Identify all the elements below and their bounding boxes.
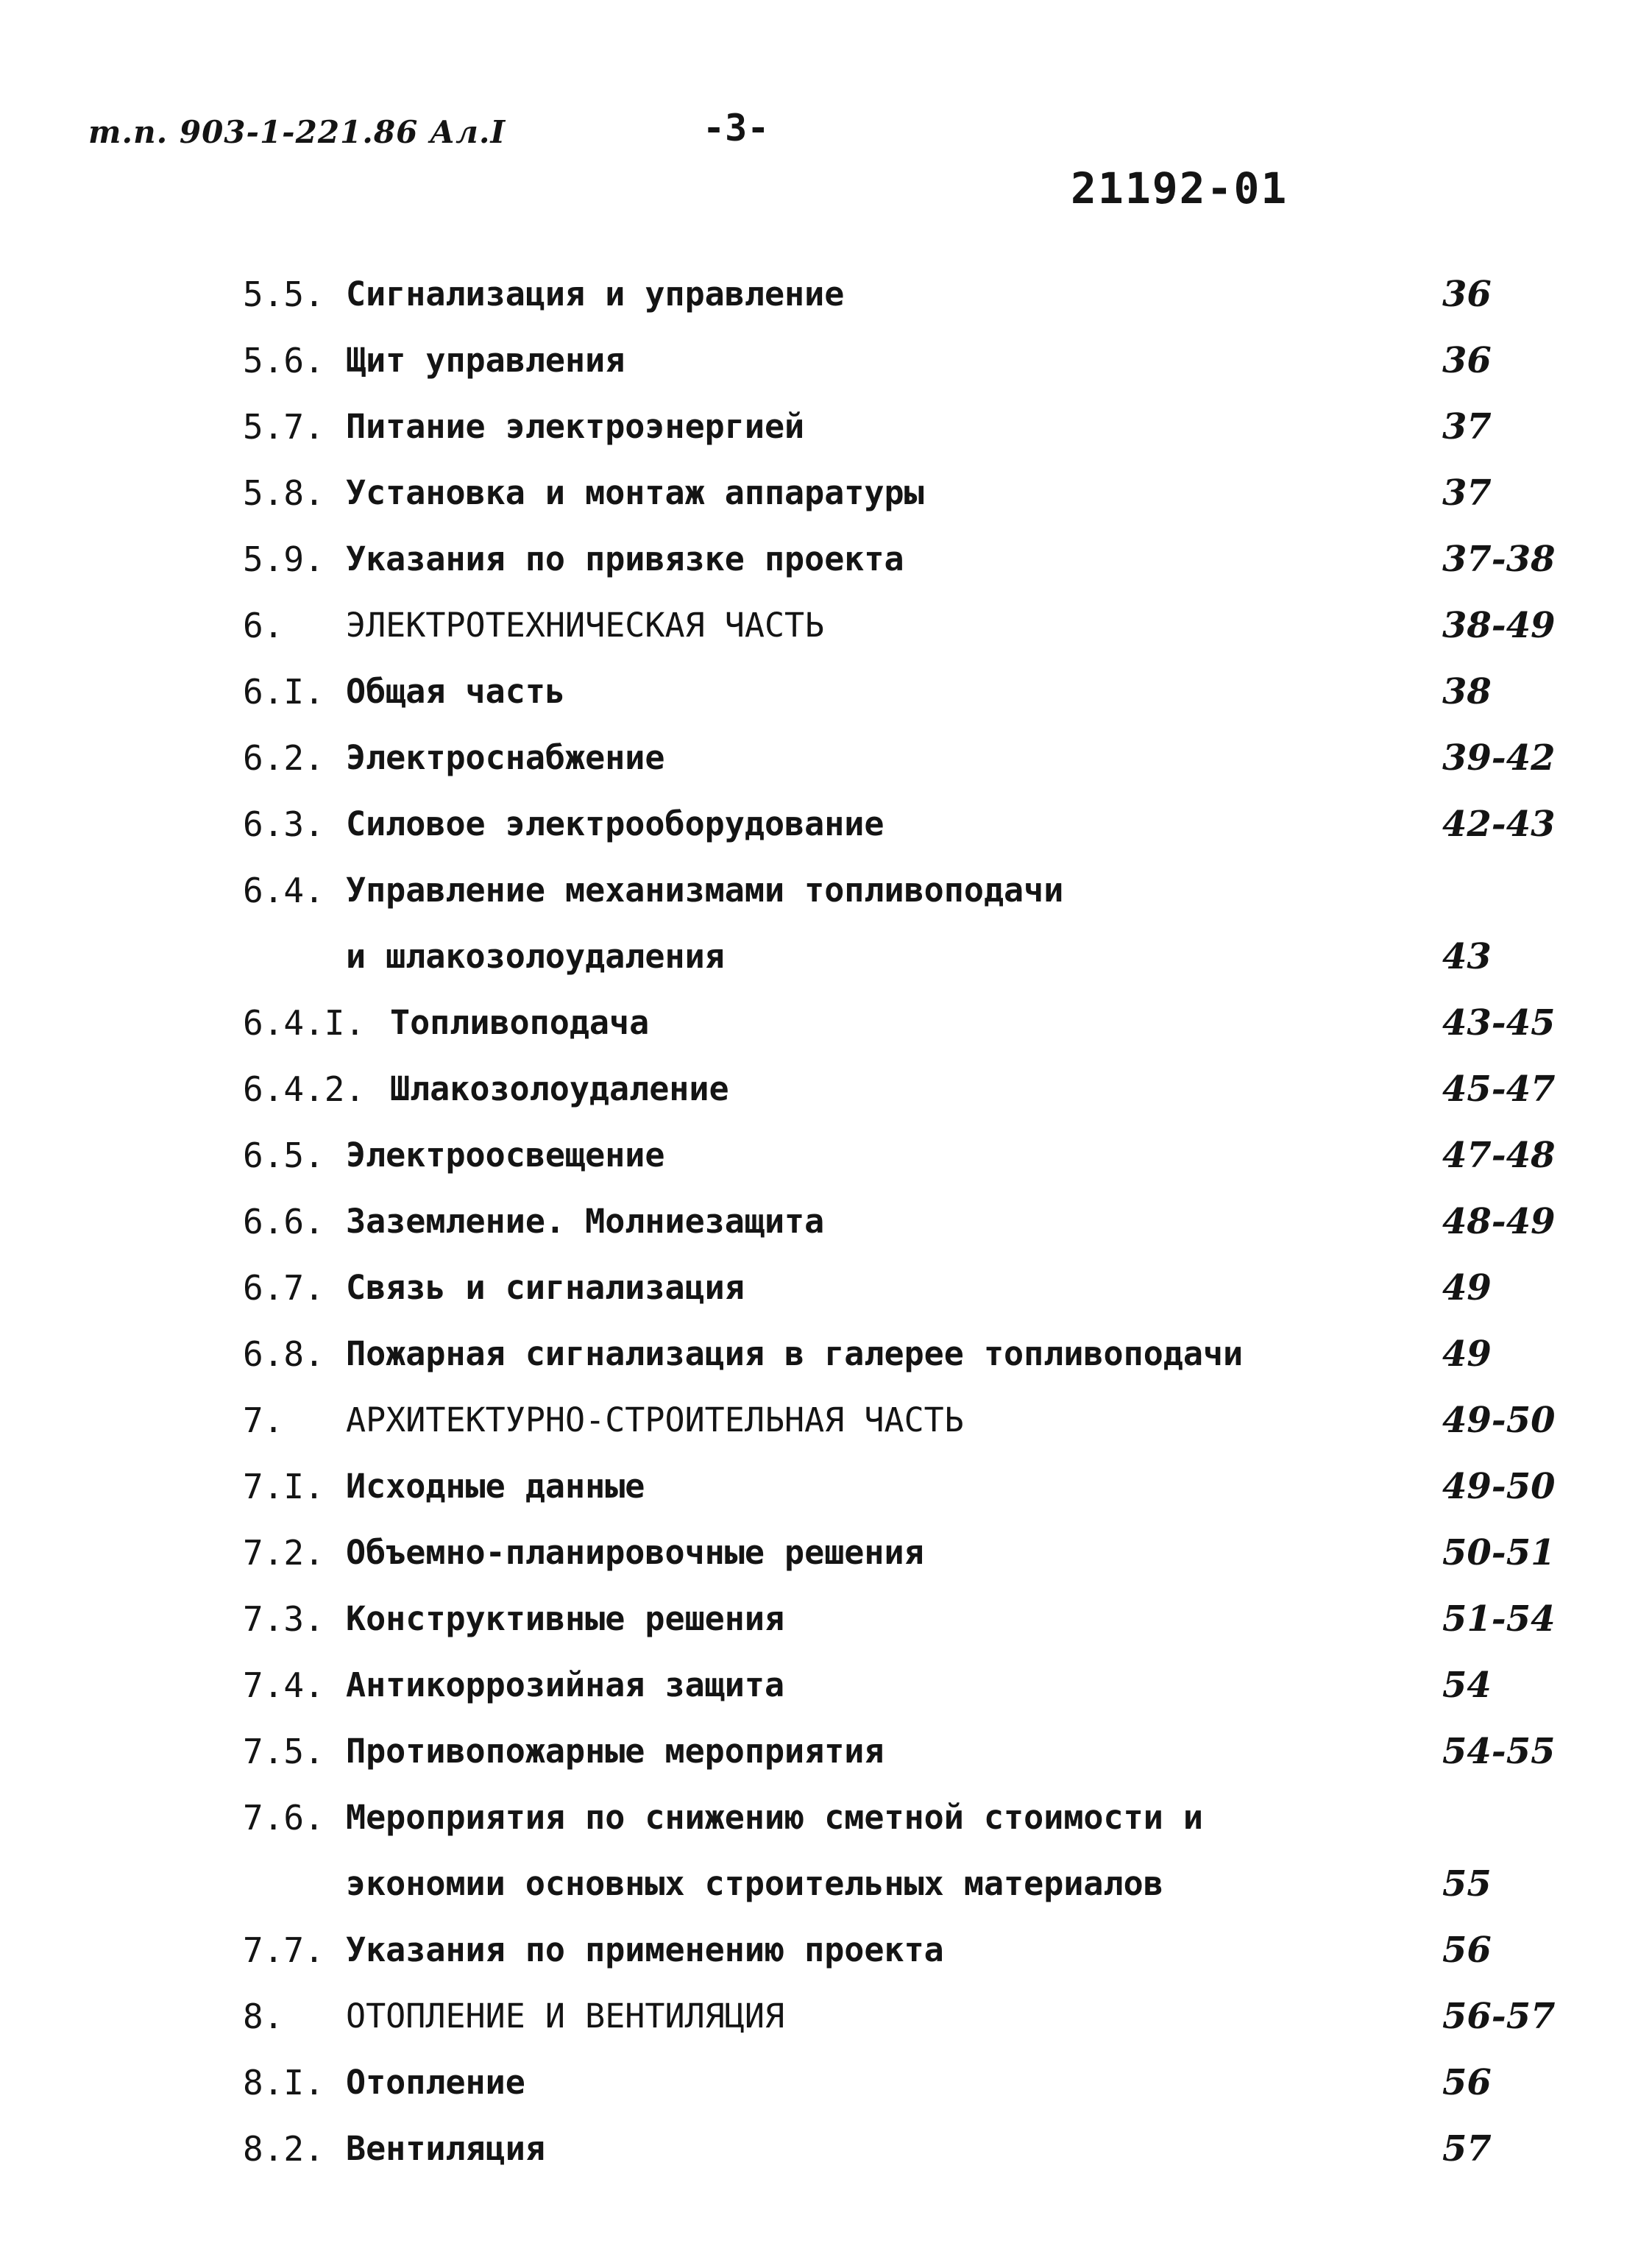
toc-item-title: Заземление. Молниезащита [346,1202,825,1241]
toc-item-title: Электроосвещение [346,1136,665,1175]
toc-row [243,1523,1567,1582]
toc-item-number: 6.5. [243,1136,325,1175]
toc-item-title: Указания по применению проекта [346,1930,944,1969]
toc-item-page: 39-42 [1442,737,1556,779]
toc-item-number: 6.3. [243,804,325,844]
toc-item-page: 42-43 [1442,804,1556,845]
toc-row [243,1590,1567,1648]
toc-item-page: 48-49 [1442,1201,1556,1242]
toc-item-number: 7.2. [243,1533,325,1573]
toc-item-page: 38 [1442,671,1492,712]
toc-row-continuation [243,927,1567,986]
toc-item-number: 6.4.2. [243,1069,366,1109]
toc-item-number: 6.4. [243,871,325,910]
toc-item-number: 5.7. [243,407,325,447]
toc-item-number: 8.2. [243,2129,325,2169]
toc-section-number: 6. [243,606,284,645]
toc-row [243,464,1567,523]
toc-row [243,530,1567,589]
toc-row [243,1258,1567,1317]
toc-item-page: 37 [1442,472,1492,514]
toc-row [243,265,1567,324]
toc-item-page: 49 [1442,1333,1492,1375]
toc-row [243,1921,1567,1980]
toc-item-title: Питание электроэнергией [346,407,805,446]
toc-item-page: 37 [1442,406,1492,447]
toc-item-number: 5.9. [243,539,325,579]
toc-item-page: 38-49 [1442,605,1556,646]
toc-section-title: ОТОПЛЕНИЕ И ВЕНТИЛЯЦИЯ [346,1997,785,2036]
toc-item-title: Отопление [346,2063,525,2102]
toc-row [243,1788,1567,1847]
toc-item-title: Управление механизмами топливоподачи [346,871,1064,910]
toc-item-page: 51-54 [1442,1598,1556,1640]
toc-item-title: Установка и монтаж аппаратуры [346,473,924,512]
toc-item-page: 56 [1442,1930,1492,1971]
toc-item-page: 54-55 [1442,1731,1556,1772]
toc-item-page: 55 [1442,1863,1492,1905]
toc-item-title: Пожарная сигнализация в галерее топливоподачи [346,1334,1244,1373]
toc-item-page: 50-51 [1442,1532,1556,1573]
toc-section-row [243,1987,1567,2046]
toc-item-number: 7.4. [243,1665,325,1705]
toc-item-title: Указания по привязке проекта [346,539,904,578]
toc-item-page: 37-38 [1442,539,1556,580]
toc-item-number: 7.6. [243,1798,325,1838]
toc-item-number: 6.I. [243,672,325,712]
toc-section-row [243,596,1567,655]
toc-item-page: 45-47 [1442,1069,1556,1110]
toc-row [243,2119,1567,2178]
toc-section-title: АРХИТЕКТУРНО-СТРОИТЕЛЬНАЯ ЧАСТЬ [346,1400,964,1439]
toc-item-page: 56 [1442,2062,1492,2103]
toc-item-page: 49-50 [1442,1466,1556,1507]
inventory-number: 21192-01 [1071,163,1288,213]
toc-item-number: 6.4.I. [243,1003,366,1043]
toc-item-page: 43-45 [1442,1002,1556,1044]
toc-item-number: 5.5. [243,274,325,314]
toc-item-title-continuation: экономии основных строительных материалов [346,1864,1163,1903]
toc-item-number: 7.I. [243,1467,325,1506]
toc-item-title: Сигнализация и управление [346,274,845,314]
toc-item-title: Щит управления [346,341,625,380]
toc-item-page: 57 [1442,2128,1492,2169]
toc-item-number: 7.7. [243,1930,325,1970]
toc-row [243,331,1567,390]
toc-section-title: ЭЛЕКТРОТЕХНИЧЕСКАЯ ЧАСТЬ [346,606,825,645]
toc-row [243,1457,1567,1516]
toc-item-title: Антикоррозийная защита [346,1665,785,1704]
toc-row [243,1060,1567,1119]
toc-item-title: Топливоподача [390,1003,650,1042]
toc-item-number: 5.6. [243,341,325,380]
toc-item-title-continuation: и шлакозолоудаления [346,937,725,976]
toc-row [243,993,1567,1052]
toc-item-number: 6.7. [243,1268,325,1308]
toc-item-page: 36 [1442,274,1492,315]
toc-item-title: Противопожарные мероприятия [346,1732,885,1771]
toc-item-number: 6.2. [243,738,325,778]
toc-item-title: Мероприятия по снижению сметной стоимости и [346,1798,1203,1837]
toc-row [243,397,1567,456]
toc-item-number: 6.6. [243,1202,325,1241]
toc-item-number: 5.8. [243,473,325,513]
toc-item-title: Общая часть [346,672,566,711]
toc-item-number: 7.3. [243,1599,325,1639]
toc-row [243,1192,1567,1251]
toc-row [243,662,1567,721]
toc-row [243,2053,1567,2112]
toc-item-title: Вентиляция [346,2129,545,2168]
toc-row [243,1722,1567,1781]
toc-section-row [243,1391,1567,1450]
toc-item-title: Исходные данные [346,1467,645,1506]
toc-item-page: 54 [1442,1665,1492,1706]
toc-item-page: 49 [1442,1267,1492,1308]
toc-row [243,861,1567,920]
toc-item-page: 36 [1442,340,1492,381]
toc-section-number: 8. [243,1997,284,2036]
toc-item-title: Силовое электрооборудование [346,804,885,843]
toc-item-title: Шлакозолоудаление [390,1069,729,1108]
toc-item-number: 6.8. [243,1334,325,1374]
toc-section-number: 7. [243,1400,284,1440]
toc-item-page: 43 [1442,936,1492,977]
toc-item-page: 47-48 [1442,1135,1556,1176]
toc-item-page: 56-57 [1442,1996,1556,2037]
toc-row [243,1126,1567,1185]
toc-item-number: 8.I. [243,2063,325,2103]
toc-item-title: Конструктивные решения [346,1599,785,1638]
toc-item-page: 49-50 [1442,1400,1556,1441]
page-number: -3- [703,107,770,149]
document-designation: т.п. 903-1-221.86 Ал.I [88,114,506,150]
toc-item-title: Связь и сигнализация [346,1268,745,1307]
toc-item-title: Объемно-планировочные решения [346,1533,924,1572]
toc-row [243,795,1567,854]
toc-item-title: Электроснабжение [346,738,665,777]
toc-row-continuation [243,1855,1567,1913]
toc-row [243,1325,1567,1384]
toc-row [243,729,1567,787]
toc-row [243,1656,1567,1715]
toc-item-number: 7.5. [243,1732,325,1771]
